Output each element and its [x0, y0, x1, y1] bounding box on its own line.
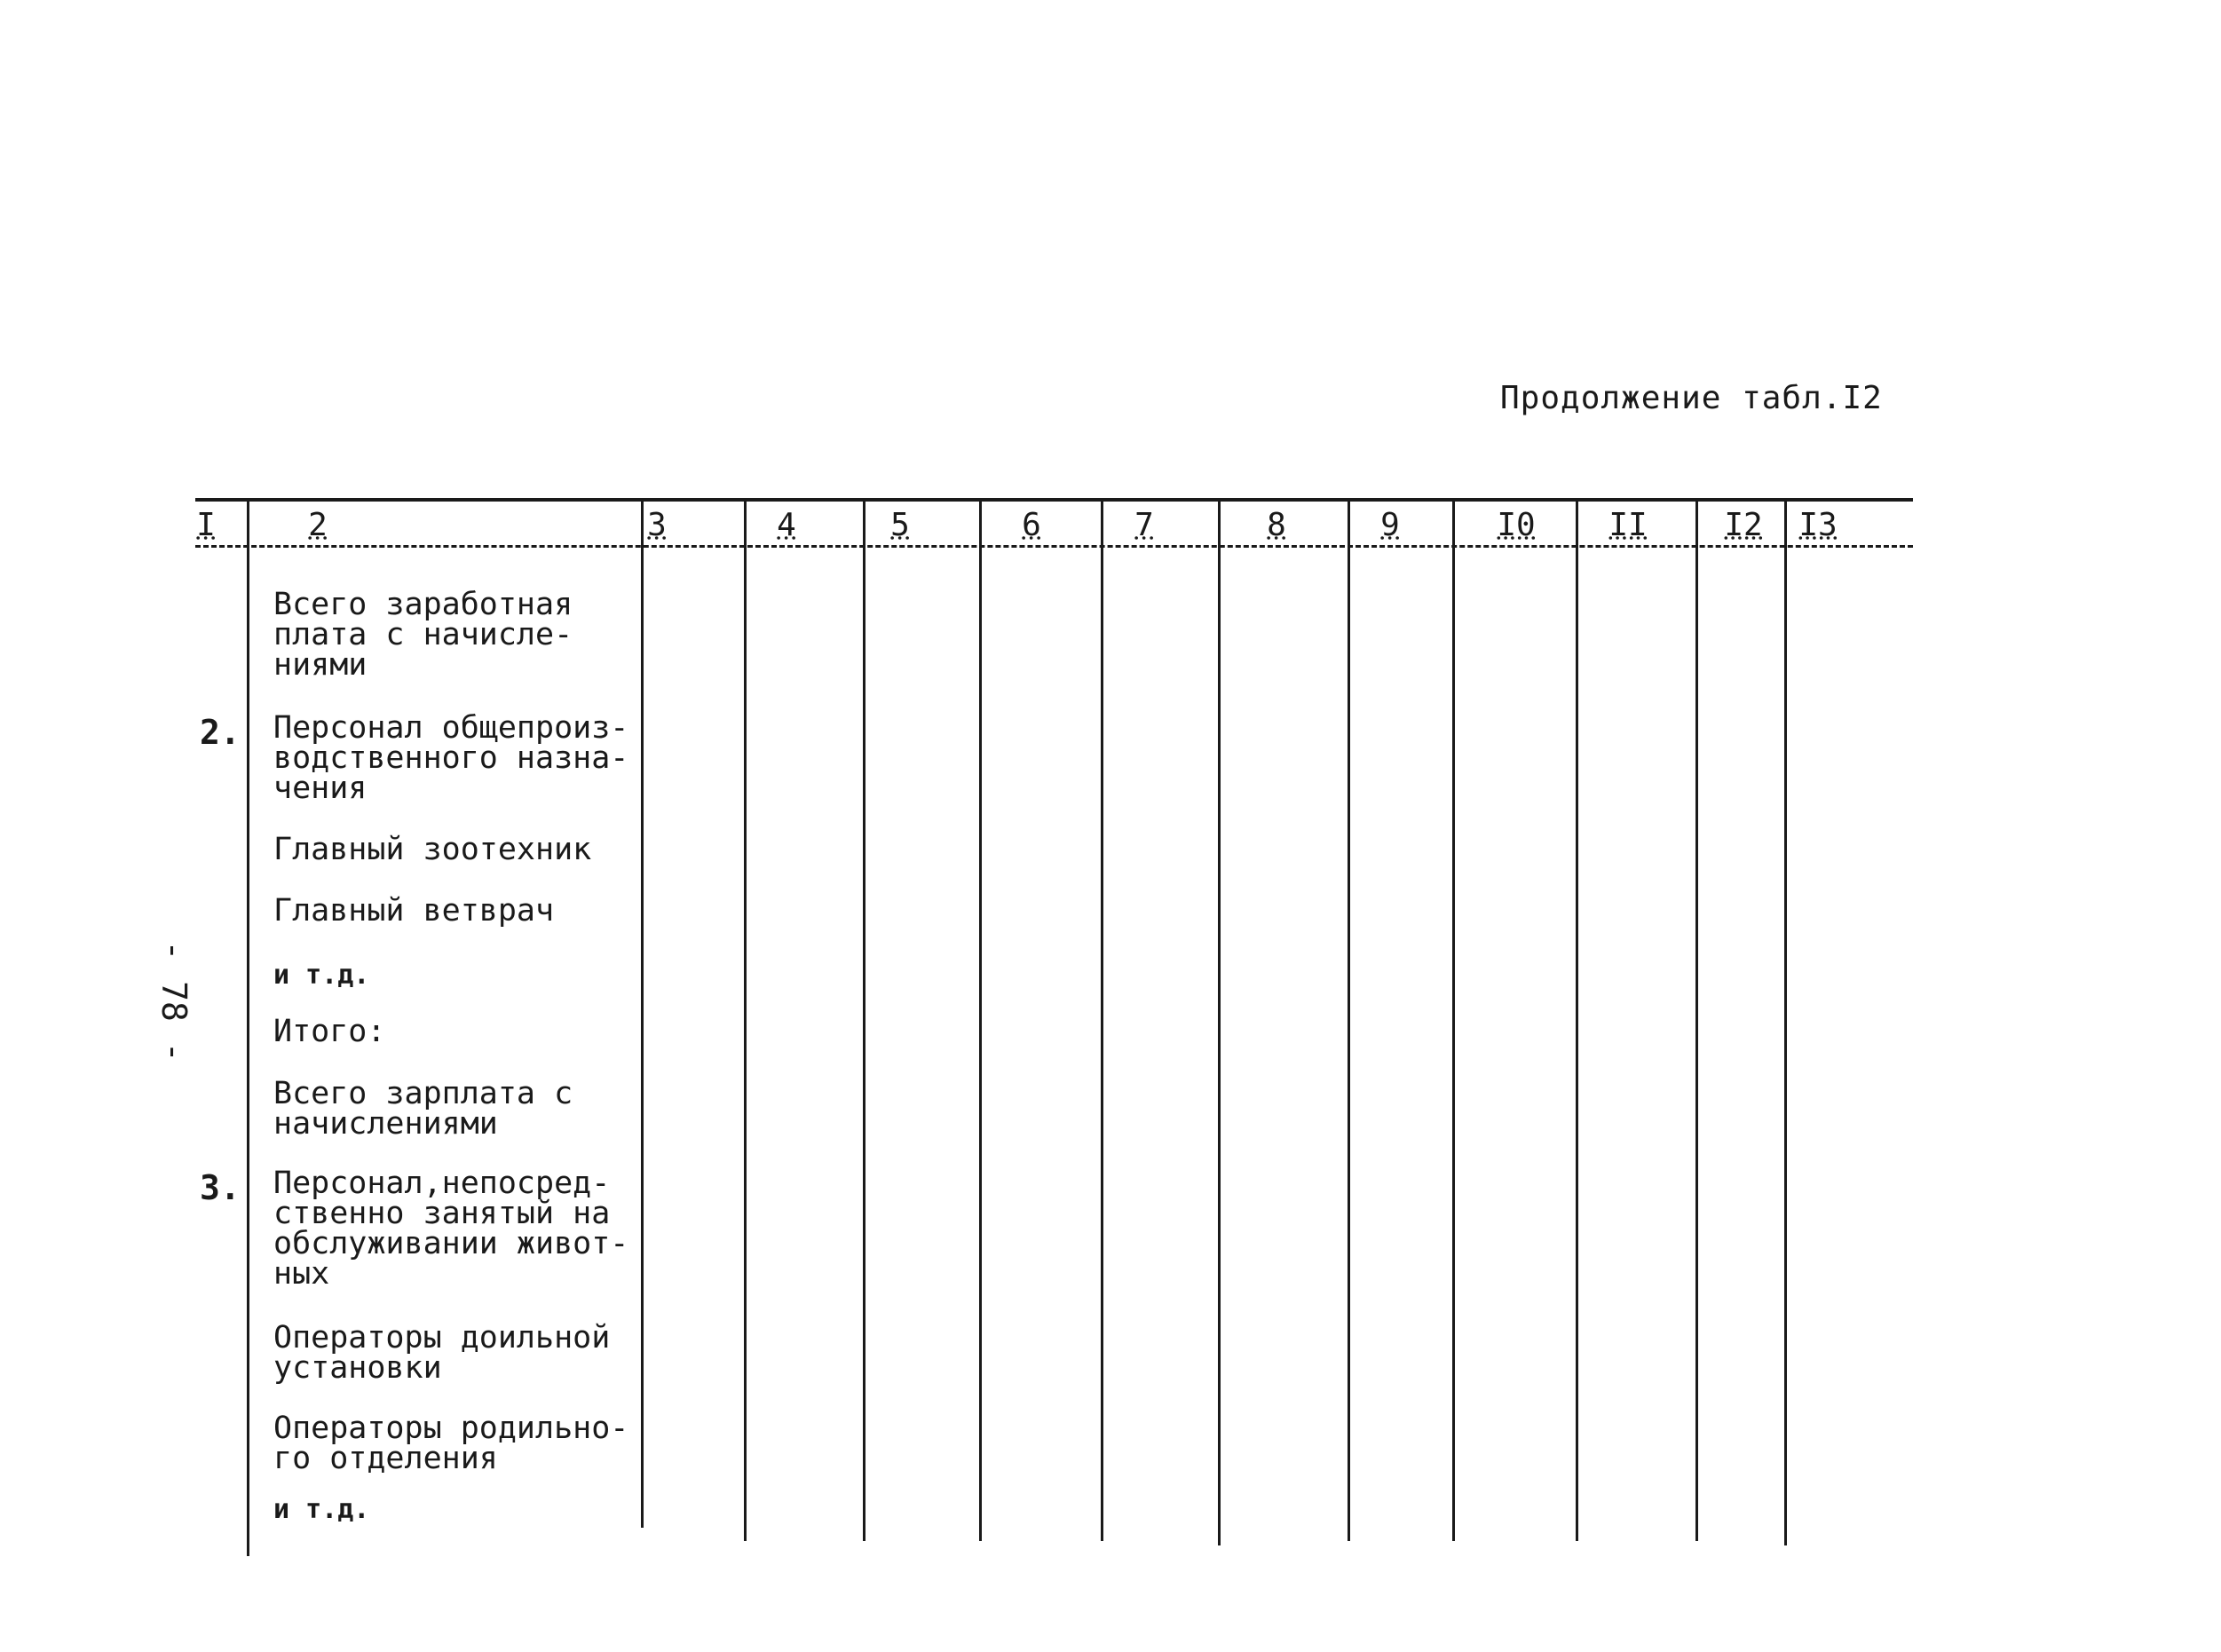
row-label: и т.д.	[273, 960, 370, 991]
row-label: Главный зоотехник	[273, 832, 592, 867]
column-separator	[1576, 498, 1578, 1541]
column-separator	[1218, 498, 1221, 1545]
column-number: 7	[1134, 507, 1154, 543]
row-label: и т.д.	[273, 1494, 370, 1525]
column-separator	[979, 498, 982, 1541]
column-number: 4	[777, 507, 796, 543]
row-label: Персонал общепроиз- водственного назна- чения	[273, 710, 629, 806]
table-continuation-caption: Продолжение табл.I2	[1500, 380, 1883, 416]
column-number: II	[1608, 507, 1648, 543]
column-separator	[1452, 498, 1455, 1541]
column-number: I0	[1497, 507, 1536, 543]
column-separator	[1348, 498, 1350, 1541]
column-number: 8	[1267, 507, 1286, 543]
page-number: - 78 -	[154, 940, 194, 1063]
column-number: 2	[308, 507, 328, 543]
table-header-rule	[195, 545, 1913, 548]
column-separator	[247, 498, 249, 1556]
row-label: Итого:	[273, 1014, 386, 1049]
column-number: 9	[1380, 507, 1400, 543]
column-separator	[1101, 498, 1103, 1541]
row-label: Всего заработная плата с начисле- ниями	[273, 587, 573, 683]
column-number: I	[196, 507, 216, 543]
row-label: Операторы доильной установки	[273, 1320, 611, 1386]
column-separator	[1695, 498, 1698, 1541]
row-number: 2.	[200, 713, 241, 752]
row-label: Операторы родильно- го отделения	[273, 1411, 629, 1476]
row-label: Персонал,непосред- ственно занятый на обслуживании живот- ных	[273, 1166, 629, 1292]
column-number: 3	[647, 507, 667, 543]
column-separator	[744, 498, 747, 1541]
row-number: 3.	[200, 1168, 241, 1207]
column-separator	[1784, 498, 1787, 1545]
row-label: Главный ветврач	[273, 893, 555, 929]
column-number: 5	[890, 507, 910, 543]
table-top-rule	[195, 498, 1913, 502]
column-number: 6	[1022, 507, 1041, 543]
column-separator	[863, 498, 865, 1541]
row-label: Всего зарплата с начислениями	[273, 1076, 573, 1142]
column-number: I2	[1724, 507, 1763, 543]
column-number: I3	[1798, 507, 1838, 543]
